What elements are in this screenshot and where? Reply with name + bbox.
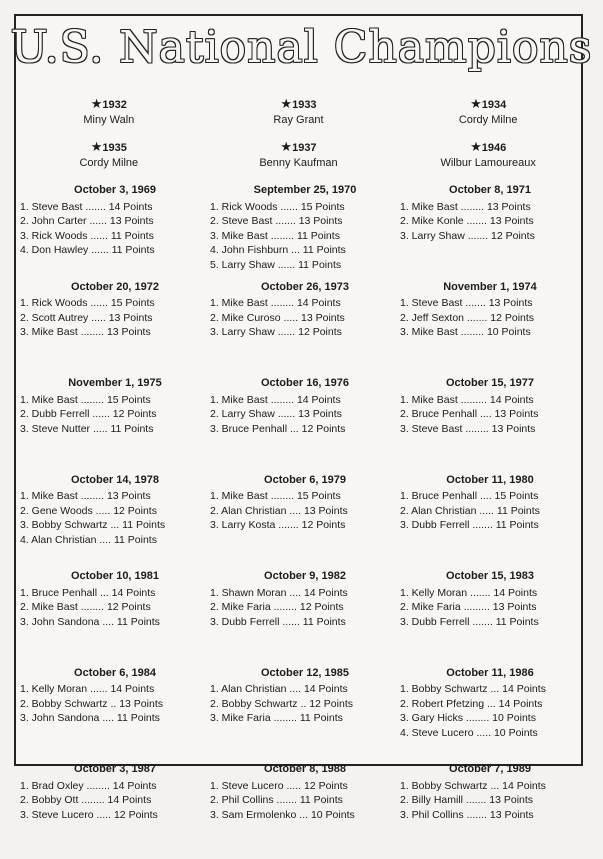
result-row: 2. Mike Curoso ..... 13 Points: [210, 311, 345, 324]
result-row: 1. Mike Bast ......... 14 Points: [400, 393, 534, 406]
result-row: 1. Mike Bast ........ 14 Points: [210, 297, 341, 310]
champion-name: Benny Kaufman: [259, 157, 338, 169]
result-row: 2. Alan Christian .... 13 Points: [210, 504, 348, 517]
event-date: October 12, 1985: [260, 666, 350, 679]
event-date: November 1, 1974: [443, 280, 537, 293]
event-date: October 10, 1981: [70, 570, 160, 582]
event-date: October 8, 1988: [264, 763, 346, 775]
event-date: October 9, 1982: [264, 570, 346, 582]
result-row: 3. Sam Ermolenko ... 10 Points: [210, 808, 355, 821]
event-date: October 26, 1973: [260, 280, 350, 293]
result-row: 3. John Sandona .... 11 Points: [20, 712, 160, 725]
result-row: 3. Larry Kosta ....... 12 Points: [210, 519, 346, 532]
event-date: October 15, 1977: [445, 377, 535, 389]
result-row: 3. Steve Bast ........ 13 Points: [400, 422, 536, 435]
result-row: 1. Bobby Schwartz ... 14 Points: [400, 779, 546, 792]
event-block: [400, 376, 580, 473]
result-row: 3. Dubb Ferrell ...... 11 Points: [210, 615, 346, 628]
star-icon: ★: [470, 139, 482, 154]
champion-year: 1932: [102, 99, 127, 111]
event-block: [210, 666, 400, 763]
result-row: 2. Bobby Schwartz .. 12 Points: [210, 697, 353, 710]
result-row: 3. Mike Bast ........ 10 Points: [400, 326, 531, 339]
result-row: 1. Mike Bast ........ 13 Points: [400, 200, 531, 213]
champion-year: 1934: [481, 99, 507, 111]
event-date: October 3, 1987: [74, 763, 156, 775]
early-champion: [14, 96, 204, 128]
result-row: 2. Bruce Penhall .... 13 Points: [400, 408, 539, 421]
result-row: 4. Alan Christian .... 11 Points: [20, 533, 157, 546]
result-row: 2. Gene Woods ..... 12 Points: [20, 504, 157, 517]
star-icon: ★: [90, 139, 103, 154]
event-block: [400, 762, 580, 859]
event-block: [210, 280, 400, 377]
result-row: 2. Jeff Sexton ....... 12 Points: [400, 311, 535, 324]
championship-events: [20, 183, 580, 859]
event-date: September 25, 1970: [253, 184, 357, 196]
early-champions: [14, 96, 583, 171]
result-row: 3. Mike Bast ........ 13 Points: [20, 326, 151, 339]
early-champion: [204, 139, 394, 171]
result-row: 1. Bruce Penhall ... 14 Points: [20, 586, 156, 599]
star-icon: ★: [90, 96, 103, 111]
result-row: 3. Steve Nutter ..... 11 Points: [20, 422, 154, 435]
event-block: [20, 280, 210, 377]
event-block: [20, 473, 210, 570]
result-row: 2. Mike Faria ........ 12 Points: [210, 601, 344, 614]
result-row: 2. Scott Autrey ..... 13 Points: [20, 311, 153, 324]
event-block: [20, 666, 210, 763]
event-block: [210, 183, 400, 280]
result-row: 1. Mike Bast ........ 13 Points: [20, 490, 151, 503]
result-row: 1. Steve Lucero ..... 12 Points: [210, 779, 348, 792]
event-block: [210, 762, 400, 859]
event-date: October 6, 1979: [264, 473, 346, 486]
result-row: 2. Phil Collins ....... 11 Points: [210, 794, 343, 807]
early-champion: [393, 139, 583, 171]
event-date: October 15, 1983: [445, 570, 535, 582]
result-row: 3. Bobby Schwartz ... 11 Points: [20, 519, 166, 532]
result-row: 3. Dubb Ferrell ....... 11 Points: [400, 615, 539, 628]
result-row: 1. Rick Woods ...... 15 Points: [210, 200, 345, 213]
result-row: 3. Larry Shaw ....... 12 Points: [400, 229, 535, 242]
result-row: 1. Alan Christian .... 14 Points: [210, 683, 348, 696]
result-row: 1. Steve Bast ....... 13 Points: [400, 297, 533, 310]
champion-name: Wilbur Lamoureaux: [440, 157, 536, 169]
star-icon: ★: [280, 139, 293, 154]
result-row: 5. Larry Shaw ...... 11 Points: [210, 258, 342, 271]
event-block: [20, 183, 210, 280]
event-date: October 8, 1971: [449, 184, 531, 196]
event-block: [400, 183, 580, 280]
event-date: October 7, 1989: [449, 763, 531, 775]
result-row: 1. Mike Bast ........ 14 Points: [210, 393, 341, 406]
result-row: 2. Alan Christian ..... 11 Points: [400, 504, 540, 517]
result-row: 3. Steve Lucero ..... 12 Points: [20, 808, 158, 821]
result-row: 4. Don Hawley ...... 11 Points: [20, 244, 155, 257]
result-row: 1. Mike Bast ........ 15 Points: [210, 490, 341, 503]
champion-year: 1933: [292, 99, 317, 111]
result-row: 3. Bruce Penhall ... 12 Points: [210, 422, 346, 435]
event-block: [210, 376, 400, 473]
early-champion: [204, 96, 394, 128]
event-date: October 11, 1980: [446, 473, 534, 486]
result-row: 2. Billy Hamill ....... 13 Points: [400, 794, 534, 807]
result-row: 2. Mike Konle ....... 13 Points: [400, 215, 534, 228]
event-date: November 1, 1975: [68, 377, 162, 389]
result-row: 2. Mike Bast ........ 12 Points: [20, 601, 151, 614]
event-block: [20, 569, 210, 666]
early-champion: [14, 139, 204, 171]
event-block: [20, 762, 210, 859]
result-row: 1. Bruce Penhall .... 15 Points: [400, 490, 539, 503]
event-date: October 11, 1986: [446, 666, 534, 679]
event-date: October 16, 1976: [260, 377, 350, 389]
champion-name: Miny Waln: [83, 114, 135, 126]
champion-name: Cordy Milne: [458, 114, 518, 126]
event-block: [20, 376, 210, 473]
event-date: October 3, 1969: [74, 184, 156, 196]
star-icon: ★: [470, 96, 482, 111]
event-block: [210, 473, 400, 570]
result-row: 3. Phil Collins ....... 13 Points: [400, 808, 534, 821]
star-icon: ★: [280, 96, 293, 111]
result-row: 2. Steve Bast ....... 13 Points: [210, 215, 343, 228]
event-date: October 14, 1978: [70, 473, 160, 486]
result-row: 4. Steve Lucero ..... 10 Points: [400, 726, 538, 739]
event-block: [400, 473, 580, 570]
result-row: 3. Gary Hicks ........ 10 Points: [400, 712, 536, 725]
champion-year: 1946: [481, 142, 507, 154]
result-row: 1. Bobby Schwartz ... 14 Points: [400, 683, 546, 696]
result-row: 3. Mike Bast ........ 11 Points: [210, 229, 340, 242]
champion-year: 1935: [102, 142, 127, 154]
result-row: 1. Kelly Moran ....... 14 Points: [400, 586, 538, 599]
champion-name: Ray Grant: [273, 114, 324, 126]
result-row: 3. Dubb Ferrell ....... 11 Points: [400, 519, 539, 532]
result-row: 1. Mike Bast ........ 15 Points: [20, 393, 151, 406]
event-date: October 20, 1972: [70, 280, 160, 293]
event-block: [210, 569, 400, 666]
result-row: 1. Shawn Moran .... 14 Points: [210, 586, 348, 599]
page-title: U.S. National Champions: [10, 22, 593, 73]
result-row: 2. Mike Faria ......... 13 Points: [400, 601, 537, 614]
result-row: 2. Dubb Ferrell ...... 12 Points: [20, 408, 157, 421]
result-row: 3. Rick Woods ...... 11 Points: [20, 229, 154, 242]
champion-name: Cordy Milne: [79, 157, 139, 169]
result-row: 4. John Fishburn ... 11 Points: [210, 244, 346, 257]
result-row: 1. Kelly Moran ...... 14 Points: [20, 683, 155, 696]
result-row: 2. Larry Shaw ...... 13 Points: [210, 408, 342, 421]
result-row: 2. Robert Pfetzing ... 14 Points: [400, 697, 543, 710]
result-row: 3. Larry Shaw ...... 12 Points: [210, 326, 342, 339]
event-block: [400, 569, 580, 666]
result-row: 2. Bobby Ott ........ 14 Points: [20, 794, 152, 807]
event-date: October 6, 1984: [74, 666, 156, 679]
result-row: 1. Rick Woods ...... 15 Points: [20, 297, 155, 310]
champion-year: 1937: [292, 142, 317, 154]
result-row: 3. John Sandona .... 11 Points: [20, 615, 160, 628]
early-champion: [393, 96, 583, 128]
result-row: 3. Mike Faria ........ 11 Points: [210, 712, 343, 725]
result-row: 1. Brad Oxley ........ 14 Points: [20, 779, 157, 792]
result-row: 2. John Carter ...... 13 Points: [20, 215, 154, 228]
result-row: 1. Steve Bast ....... 14 Points: [20, 200, 153, 213]
result-row: 2. Bobby Schwartz .. 13 Points: [20, 697, 163, 710]
event-block: [400, 666, 580, 763]
event-block: [400, 280, 580, 377]
